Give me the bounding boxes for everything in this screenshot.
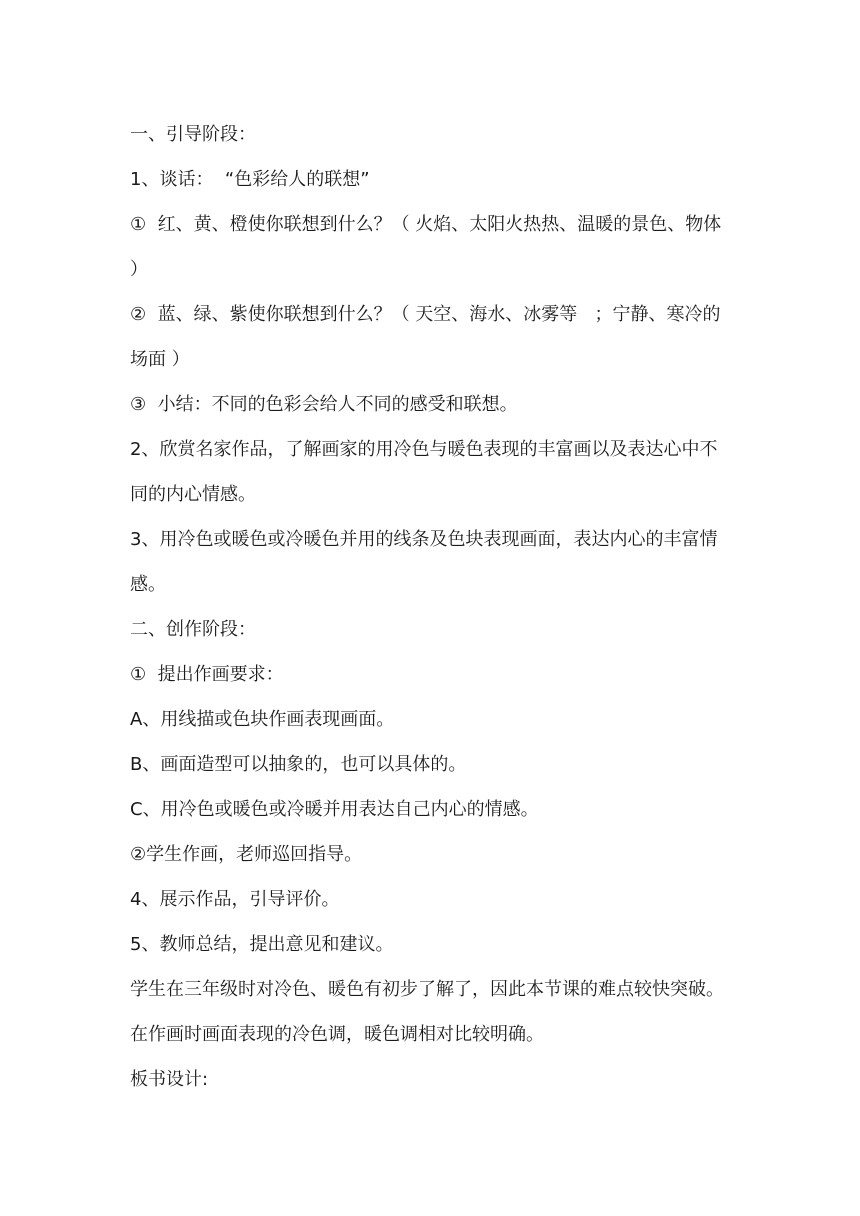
- list-item: ② 蓝、绿、紫使你联想到什么？（ 天空、海水、冰雾等 ；宁静、寒冷的场面 ）: [130, 304, 721, 370]
- list-item: C、用冷色或暖色或冷暖并用表达自己内心的情感。: [130, 799, 539, 820]
- section-heading-guide: 一、引导阶段：: [130, 124, 256, 145]
- section-heading-create: 二、创作阶段：: [130, 619, 256, 640]
- list-item: ③ 小结：不同的色彩会给人不同的感受和联想。: [130, 394, 518, 415]
- list-item: 5、教师总结，提出意见和建议。: [130, 934, 394, 955]
- list-item: 3、用冷色或暖色或冷暖色并用的线条及色块表现画面，表达内心的丰富情感。: [130, 529, 718, 595]
- list-item: ②学生作画，老师巡回指导。: [130, 844, 363, 865]
- list-item: 4、展示作品，引导评价。: [130, 889, 340, 910]
- list-item: B、画面造型可以抽象的，也可以具体的。: [130, 754, 467, 775]
- list-item: 2、欣赏名家作品，了解画家的用冷色与暖色表现的丰富画以及表达心中不同的内心情感。: [130, 439, 718, 505]
- list-item: 1、谈话： “色彩给人的联想”: [130, 169, 370, 190]
- list-item: ① 提出作画要求：: [130, 664, 284, 685]
- board-design-heading: 板书设计:: [130, 1069, 209, 1090]
- list-item: A、用线描或色块作画表现画面。: [130, 709, 395, 730]
- list-item: ① 红、黄、橙使你联想到什么？（ 火焰、太阳火热热、温暖的景色、物体 ）: [130, 214, 728, 280]
- document-body: [130, 112, 732, 1102]
- reflection-paragraph: 学生在三年级时对冷色、暖色有初步了解了，因此本节课的难点较快突破。在作画时画面表现的冷色调，暖色调相对比较明确。: [130, 979, 724, 1045]
